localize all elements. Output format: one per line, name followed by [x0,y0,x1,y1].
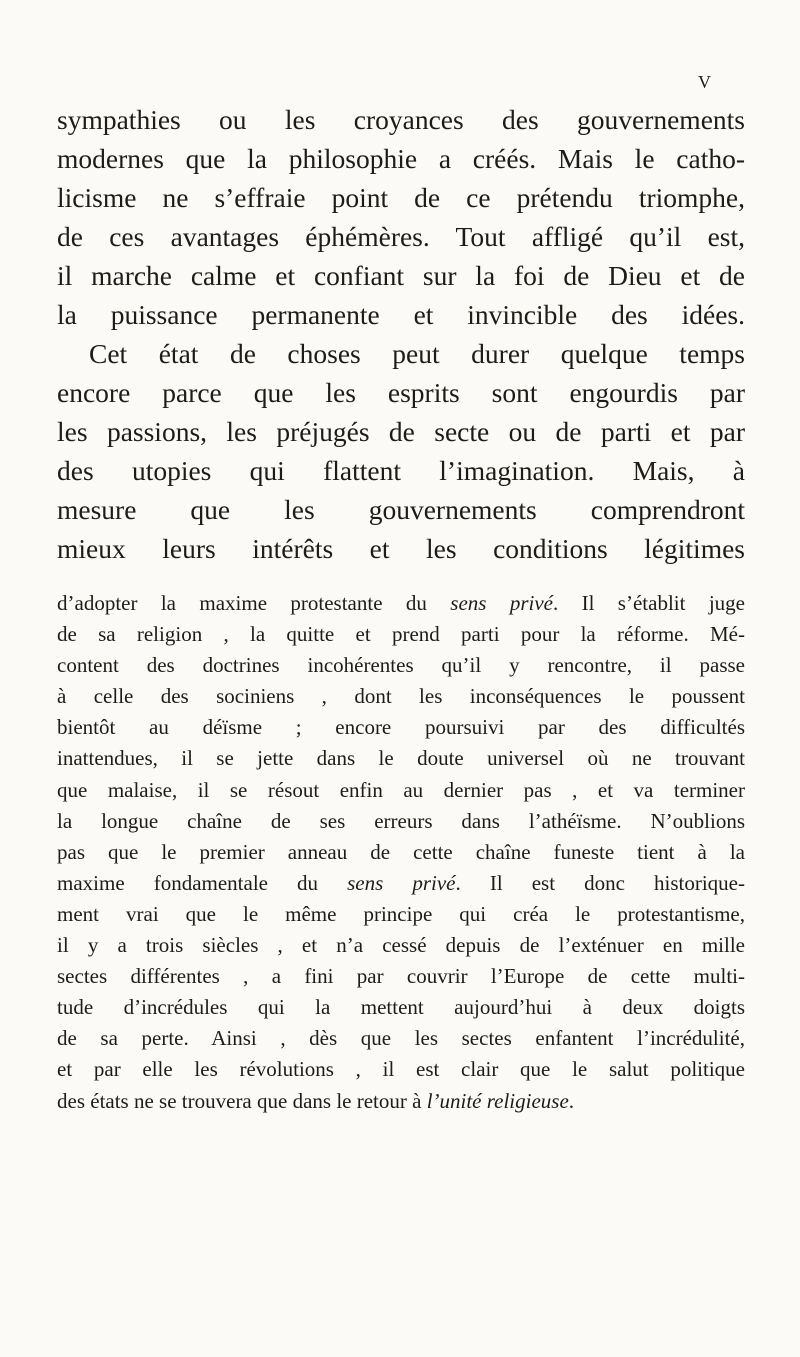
footnote-line: bientôt au déïsme ; encore poursuivi par des difficultés [57,715,745,740]
footnote-text: d’adopter la maxime protestante du [57,591,451,615]
footnote-text: maxime fondamentale du [57,870,348,895]
body-line: il marche calme et confiant sur la foi de Dieu et de [57,260,745,291]
footnote-text: . Il est donc historique- [455,870,745,895]
footnote-emphasis: l’unité religieuse [426,1088,569,1113]
footnote-line: content des doctrines incohérentes qu’il y rencontre, il passe [57,653,745,678]
page-number: V [698,72,712,92]
body-line: licisme ne s’effraie point de ce prétendu triomphe, [57,182,745,213]
footnote-text: des états ne se trouvera que dans le retour à [57,1088,427,1113]
footnote-emphasis: sens privé [450,591,553,615]
body-line: Cet état de choses peut durer quelque temps [89,338,745,369]
body-line: la puissance permanente et invincible des idées. [57,299,745,330]
footnote-text: . Il s’établit juge [552,591,745,615]
body-line: de ces avantages éphémères. Tout affligé qu’il est, [57,221,745,252]
footnote-line: inattendues, il se jette dans le doute universel où ne trouvant [57,746,745,771]
footnote-line: sectes différentes , a fini par couvrir l’Europe de cette multi- [57,964,745,989]
body-line: mesure que les gouvernements comprendront [57,494,745,525]
body-text [57,100,745,568]
footnote-emphasis: sens privé [347,870,456,895]
body-line: modernes que la philosophie a créés. Mais le catho- [57,143,745,174]
footnote-line: ment vrai que le même principe qui créa le protestantisme, [57,901,745,926]
body-line: sympathies ou les croyances des gouvernements [57,104,745,135]
footnote [57,588,745,1117]
footnote-line: de sa perte. Ainsi , dès que les sectes enfantent l’incrédulité, [57,1026,745,1051]
body-line: encore parce que les esprits sont engourdis par [57,377,745,408]
body-line: mieux leurs intérêts et les conditions légitimes [57,533,745,564]
footnote-line [57,1086,745,1117]
footnote-line: pas que le premier anneau de cette chaîne funeste tient à la [57,839,745,864]
footnote-line: de sa religion , la quitte et prend parti pour la réforme. Mé- [57,622,745,647]
footnote-line: à celle des sociniens , dont les inconséquences le poussent [57,684,745,709]
footnote-line: la longue chaîne de ses erreurs dans l’athéïsme. N’oublions [57,808,745,833]
footnote-line: tude d’incrédules qui la mettent aujourd’hui à deux doigts [57,995,745,1020]
body-line: les passions, les préjugés de secte ou de parti et par [57,416,745,447]
body-line: des utopies qui flattent l’imagination. Mais, à [57,455,745,486]
footnote-line: que malaise, il se résout enfin au dernier pas , et va terminer [57,777,745,802]
footnote-line: il y a trois siècles , et n’a cessé depuis de l’exténuer en mille [57,933,745,958]
footnote-line [57,868,745,899]
footnote-text: . [568,1088,575,1113]
footnote-line: et par elle les révolutions , il est clair que le salut politique [57,1057,745,1082]
footnote-line [57,588,745,619]
